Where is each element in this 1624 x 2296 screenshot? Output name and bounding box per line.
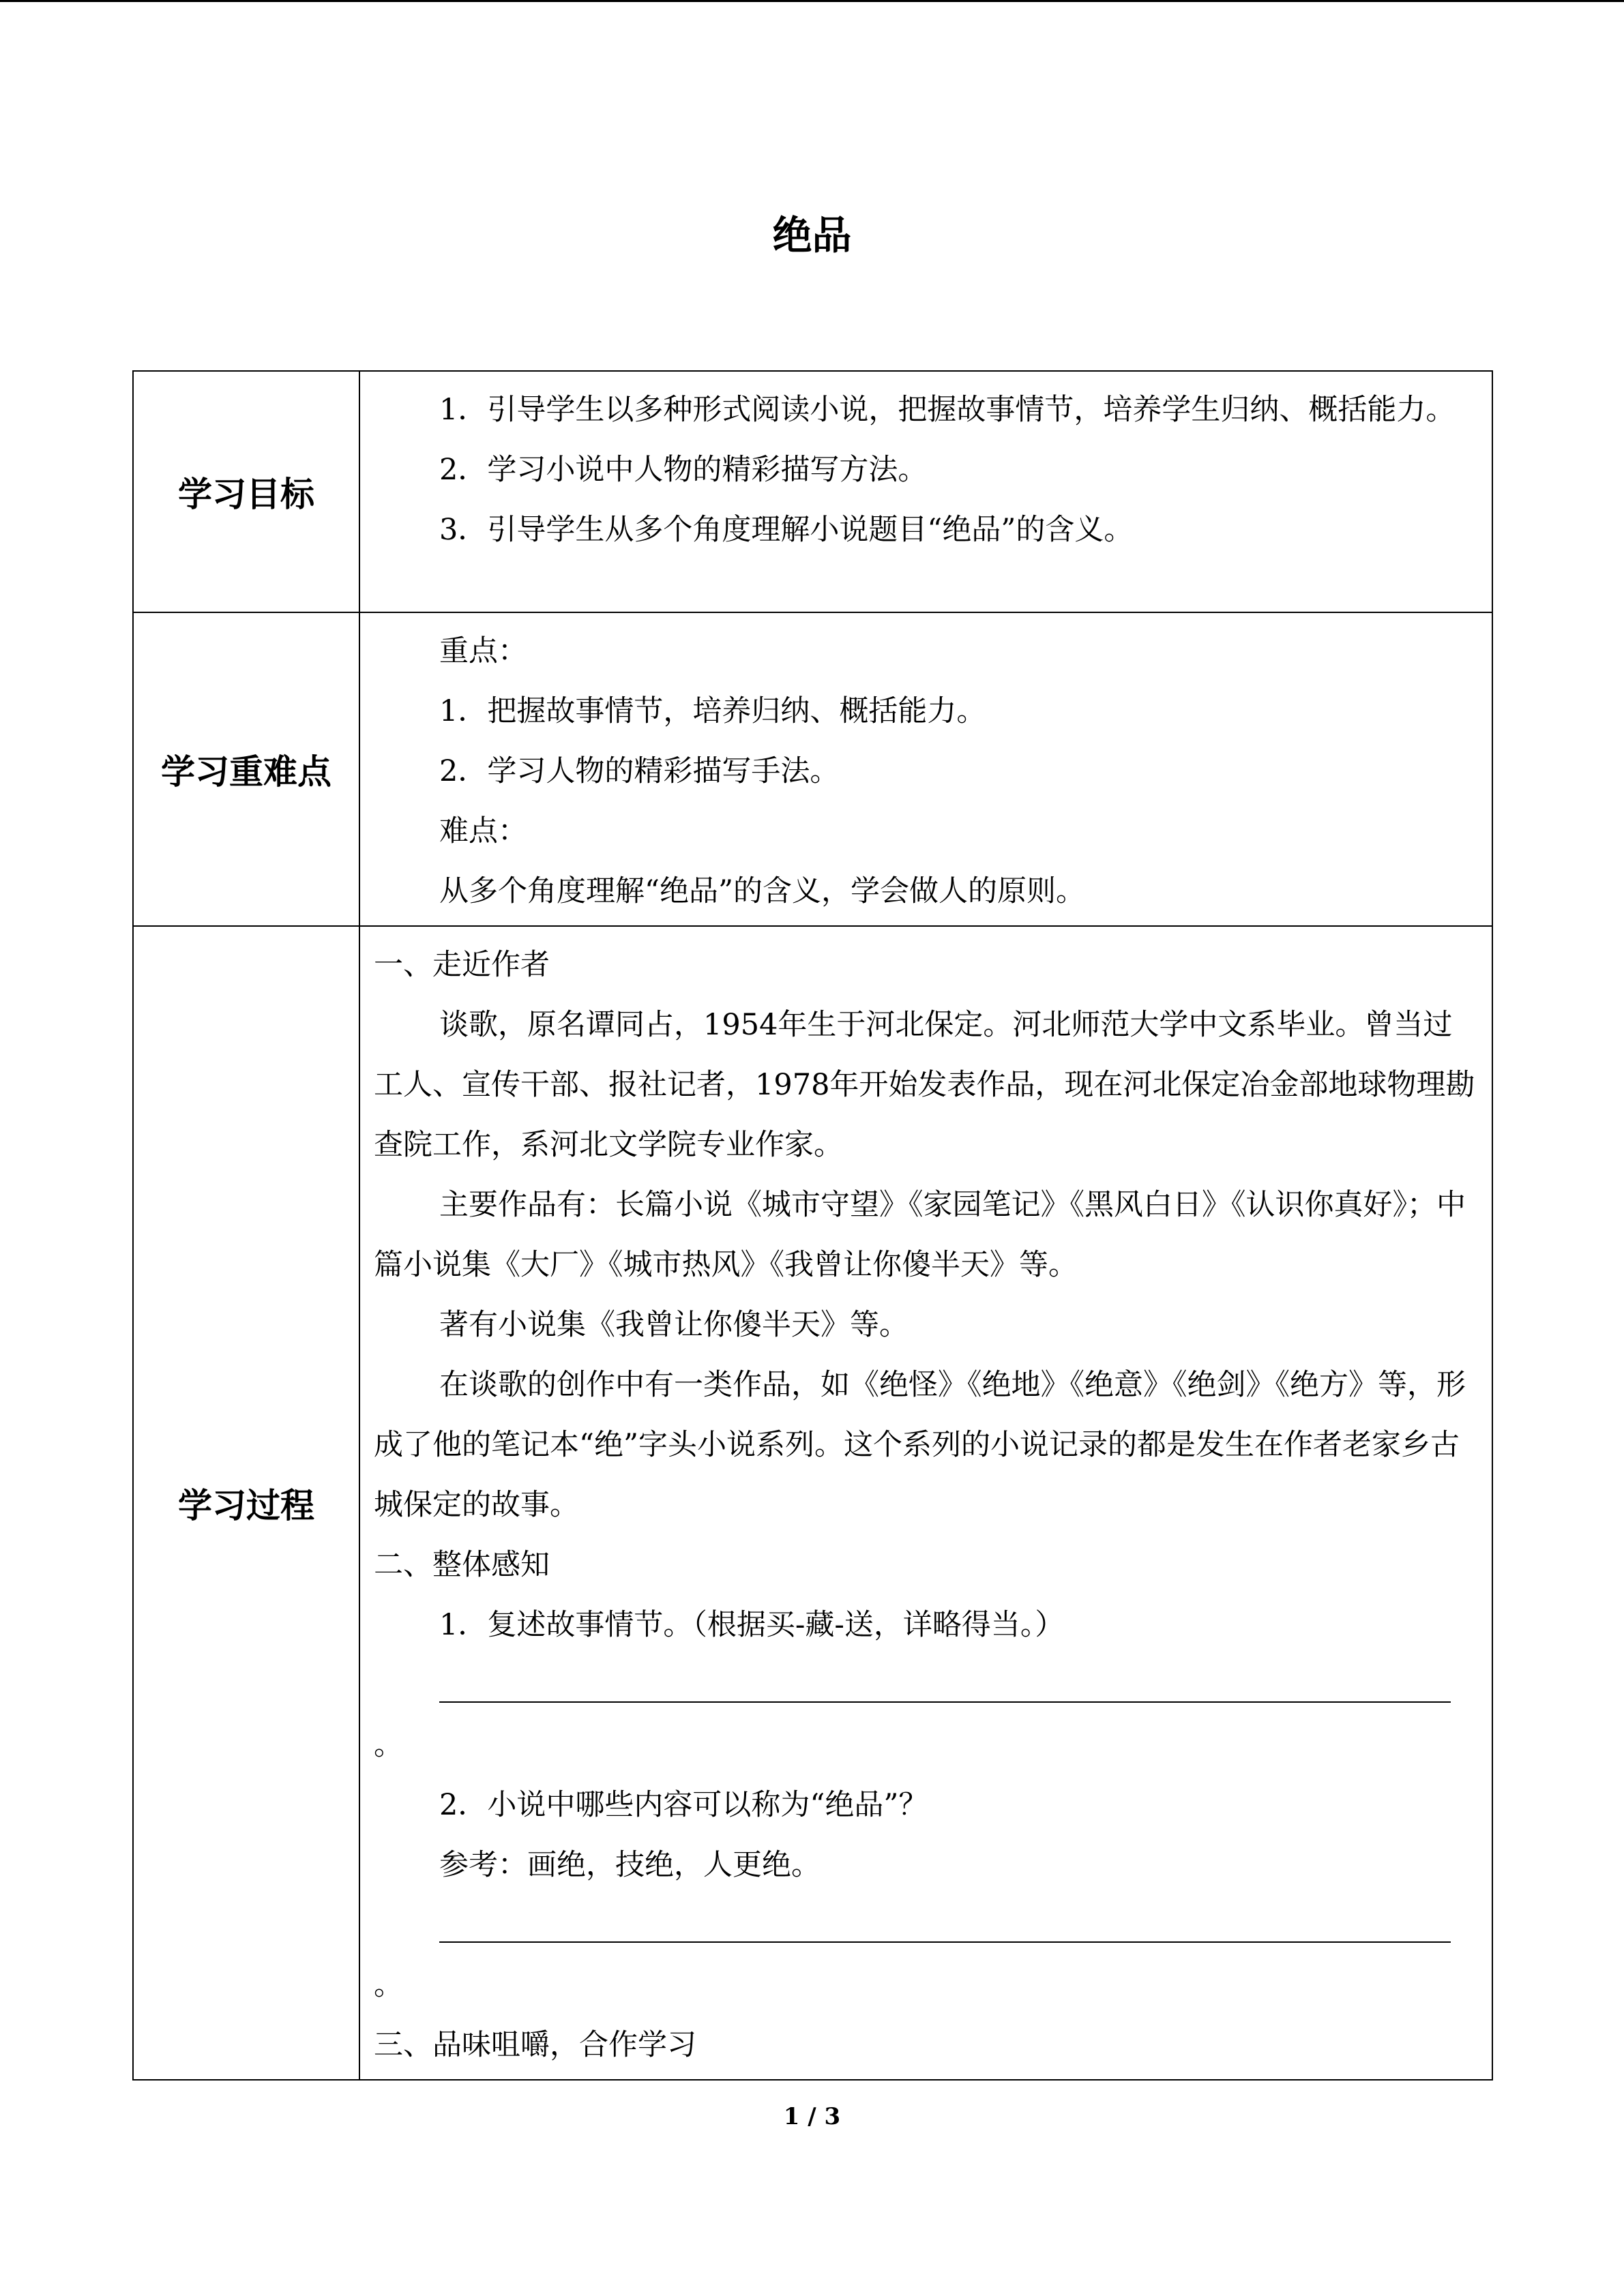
- section-heading: 一、走近作者: [374, 948, 550, 982]
- story-collection: 著有小说集《我曾让你傻半天》等。: [439, 1308, 909, 1342]
- series-description: 在谈歌的创作中有一类作品，如《绝怪》《绝地》《绝意》《绝剑》《绝方》等，形成了他的笔记本“绝”字头小说系列。这个系列的小说记录的都是发生在作者老家乡古城保定的故事。: [374, 1368, 1466, 1522]
- process-label: 学习过程: [133, 926, 359, 2080]
- section-heading: 二、整体感知: [374, 1548, 550, 1582]
- answer-blank-line[interactable]: [374, 1655, 1478, 1715]
- key-point-line: 2．学习人物的精彩描写手法。: [439, 754, 840, 788]
- question-1: 1．复述故事情节。（根据买-藏-送，详略得当。）: [439, 1608, 1065, 1642]
- objective-3: 3．引导学生从多个角度理解小说题目“绝品”的含义。: [439, 513, 1134, 547]
- question-2: 2．小说中哪些内容可以称为“绝品”？: [439, 1788, 928, 1822]
- process-row: [133, 926, 1492, 2080]
- objectives-label: 学习目标: [133, 371, 359, 612]
- author-intro: 谈歌，原名谭同占，1954年生于河北保定。河北师范大学中文系毕业。曾当过工人、宣传干部、报社记者，1978年开始发表作品，现在河北保定冶金部地球物理勘查院工作，系河北文学院专业作家。: [374, 1008, 1475, 1162]
- objectives-content: [359, 371, 1492, 612]
- objectives-row: [133, 371, 1492, 612]
- answer-blank-line[interactable]: [374, 1895, 1478, 1955]
- lesson-plan-table: [132, 370, 1493, 2081]
- page-number: 1 / 3: [783, 2103, 841, 2130]
- answer-end-mark: 。: [374, 1728, 403, 1762]
- key-points-label: 学习重难点: [133, 612, 359, 926]
- top-border-line: [0, 0, 1624, 2]
- author-works: 主要作品有：长篇小说《城市守望》《家园笔记》《黑风白日》《认识你真好》；中篇小说集《大厂》《城市热风》《我曾让你傻半天》等。: [374, 1188, 1466, 1282]
- key-points-content: [359, 612, 1492, 926]
- process-content: [359, 926, 1492, 2080]
- objective-2: 2．学习小说中人物的精彩描写方法。: [439, 453, 928, 487]
- question-2-reference: 参考：画绝，技绝，人更绝。: [439, 1848, 821, 1882]
- objective-1: 1．引导学生以多种形式阅读小说，把握故事情节，培养学生归纳、概括能力。: [439, 393, 1456, 427]
- key-point-line: 1．把握故事情节，培养归纳、概括能力。: [439, 694, 986, 728]
- document-title: 绝品: [772, 212, 852, 258]
- section-heading: 三、品味咀嚼，合作学习: [374, 2028, 696, 2062]
- key-point-line: 难点：: [439, 814, 527, 848]
- key-points-row: [133, 612, 1492, 926]
- key-point-line: 重点：: [439, 634, 527, 668]
- answer-end-mark: 。: [374, 1968, 403, 2002]
- key-point-line: 从多个角度理解“绝品”的含义，学会做人的原则。: [439, 874, 1085, 908]
